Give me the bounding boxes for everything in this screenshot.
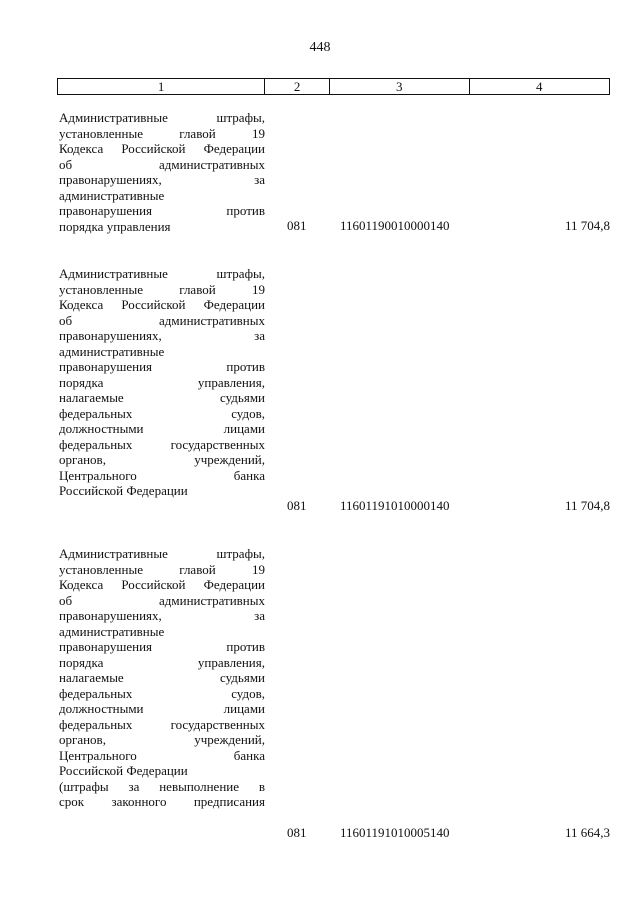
row-description xyxy=(59,546,265,810)
description-line: (штрафы за невыполнение в xyxy=(59,778,265,794)
row-description xyxy=(59,266,265,499)
description-line: Административные штрафы, xyxy=(59,546,265,561)
description-line: порядка управления xyxy=(59,218,171,234)
description-line: Российской Федерации xyxy=(59,763,188,778)
description-line: установленные главой 19 xyxy=(59,561,265,577)
description-line: федеральных государственных xyxy=(59,716,265,732)
description-line: правонарушениях, за xyxy=(59,608,265,623)
description-line: федеральных судов, xyxy=(59,685,265,701)
description-line: должностными лицами xyxy=(59,421,265,436)
description-line: должностными лицами xyxy=(59,701,265,716)
row-code: 081 xyxy=(287,498,307,513)
page-number: 448 xyxy=(309,40,331,55)
description-line: правонарушениях, за xyxy=(59,328,265,343)
row-kbk: 11601190010000140 xyxy=(340,218,450,233)
description-line: установленные главой 19 xyxy=(59,125,265,141)
row-kbk: 11601191010000140 xyxy=(340,498,450,513)
row-amount: 11 704,8 xyxy=(564,498,610,513)
header-col-4: 4 xyxy=(536,79,543,94)
description-line: порядка управления, xyxy=(59,654,265,670)
row-description xyxy=(59,110,265,234)
description-line: Центрального банка xyxy=(59,747,265,763)
table-row xyxy=(59,546,610,840)
description-line: об административных xyxy=(59,592,265,608)
row-kbk: 11601191010005140 xyxy=(340,825,450,840)
description-line: административные xyxy=(59,343,165,359)
description-line: федеральных государственных xyxy=(59,436,265,452)
row-amount: 11 664,3 xyxy=(564,825,610,840)
description-line: федеральных судов, xyxy=(59,405,265,421)
row-amount: 11 704,8 xyxy=(564,218,610,233)
description-line: Кодекса Российской Федерации xyxy=(59,577,265,592)
description-line: правонарушения против xyxy=(59,203,265,218)
description-line: порядка управления, xyxy=(59,374,265,390)
description-line: правонарушения против xyxy=(59,639,265,654)
description-line: установленные главой 19 xyxy=(59,281,265,297)
description-line: административные xyxy=(59,187,165,203)
row-code: 081 xyxy=(287,825,307,840)
header-col-2: 2 xyxy=(265,79,330,94)
description-line: правонарушениях, за xyxy=(59,172,265,187)
description-line: об административных xyxy=(59,312,265,328)
description-line: срок законного предписания xyxy=(59,794,265,809)
description-line: Кодекса Российской Федерации xyxy=(59,297,265,312)
description-line: Центрального банка xyxy=(59,467,265,483)
description-line: налагаемые судьями xyxy=(59,670,265,685)
description-line: Российской Федерации xyxy=(59,483,188,498)
description-line: Административные штрафы, xyxy=(59,110,265,125)
header-col-3: 3 xyxy=(330,79,470,94)
description-line: об административных xyxy=(59,156,265,172)
table-header xyxy=(57,78,610,95)
description-line: Административные штрафы, xyxy=(59,266,265,281)
table-row xyxy=(59,110,610,234)
description-line: правонарушения против xyxy=(59,359,265,374)
table-row xyxy=(59,266,610,513)
row-code: 081 xyxy=(287,218,307,233)
description-line: административные xyxy=(59,623,165,639)
description-line: налагаемые судьями xyxy=(59,390,265,405)
description-line: органов, учреждений, xyxy=(59,452,265,467)
description-line: органов, учреждений, xyxy=(59,732,265,747)
header-col-1: 1 xyxy=(58,79,265,94)
description-line: Кодекса Российской Федерации xyxy=(59,141,265,156)
